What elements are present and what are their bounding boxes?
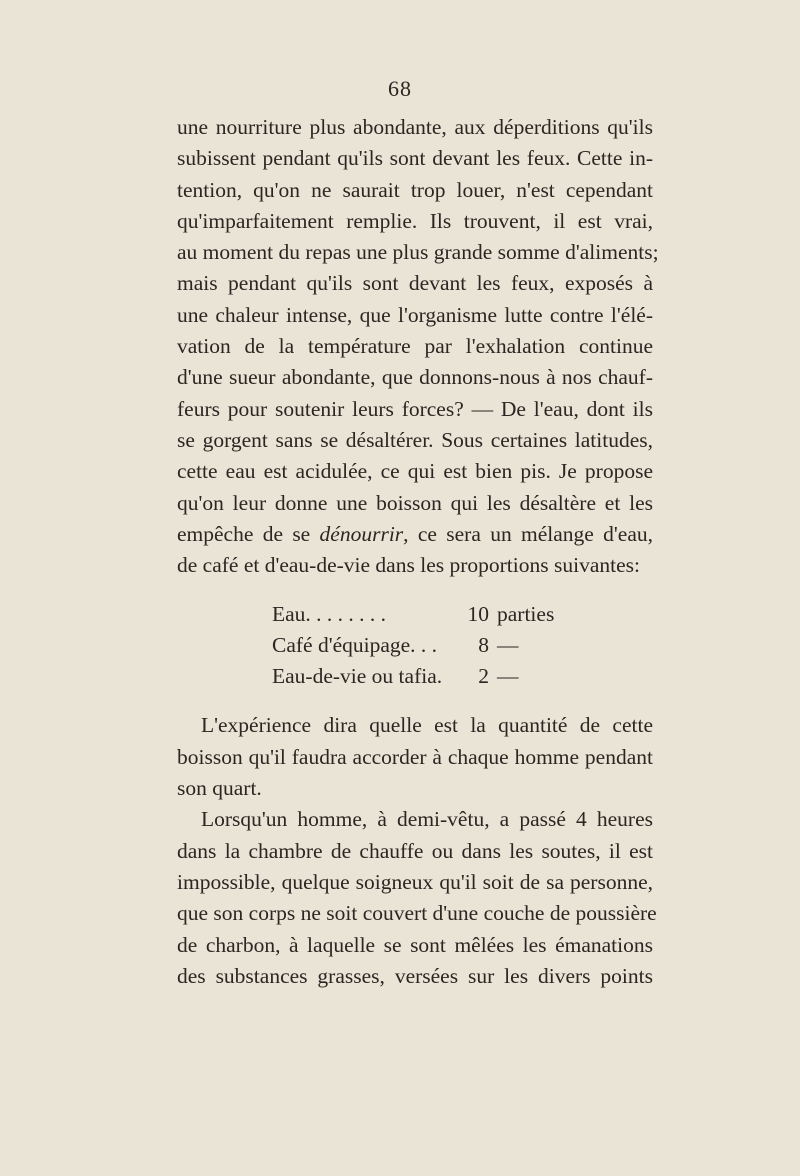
recipe-row [272,630,572,661]
ingredient-name: Eau. . . . . . . . [272,602,387,627]
text-line: des substances grasses, versées sur les divers points [177,963,653,988]
text-line: de charbon, à laquelle se sont mêlées les émanations [177,932,653,957]
text-line: L'expérience dira quelle est la quantité de cette [201,713,653,738]
text-line: subissent pendant qu'ils sont devant les feux. Cette in- [177,146,653,171]
text-segment: , ce sera un mélange d'eau, [403,521,653,546]
ingredient-name: Eau-de-vie ou tafia. [272,664,443,689]
text-line: impossible, quelque soigneux qu'il soit de sa personne, [177,869,653,894]
text-line: dans la chambre de chauffe ou dans les soutes, il est [177,838,653,863]
text-line: son quart. [177,776,262,801]
text-line: vation de la température par l'exhalation continue [177,334,653,359]
ingredient-qty: 2 [478,664,489,689]
ingredient-unit: parties [497,602,555,627]
text-line: boisson qu'il faudra accorder à chaque homme pendant [177,744,653,769]
text-line: tention, qu'on ne saurait trop louer, n'est cependant [177,177,653,202]
text-line: au moment du repas une plus grande somme d'aliments; [177,240,659,265]
text-line: une chaleur intense, que l'organisme lutte contre l'élé- [177,302,653,327]
text-line: que son corps ne soit couvert d'une couche de poussière [177,901,657,926]
text-line: mais pendant qu'ils sont devant les feux, exposés à [177,271,653,296]
recipe-row [272,661,572,692]
recipe-row [272,599,572,630]
text-line: qu'imparfaitement remplie. Ils trouvent, il est vrai, [177,208,653,233]
ingredient-qty: 10 [467,602,489,627]
body-text [177,112,659,992]
recipe-list [272,599,572,692]
text-line: de café et d'eau-de-vie dans les proportions suivantes: [177,553,640,578]
text-line: d'une sueur abondante, que donnons-nous à nos chauf- [177,365,653,390]
text-line [177,519,653,550]
text-segment: empêche de se [177,521,320,546]
ingredient-unit: — [497,633,519,658]
ingredient-qty: 8 [478,633,489,658]
text-line: cette eau est acidulée, ce qui est bien pis. Je propose [177,459,653,484]
text-line: feurs pour soutenir leurs forces? — De l'eau, dont ils [177,396,653,421]
text-line: se gorgent sans se désaltérer. Sous certaines latitudes, [177,427,653,452]
text-line: une nourriture plus abondante, aux déperditions qu'ils [177,115,653,139]
ingredient-name: Café d'équipage. . . [272,633,438,658]
ingredient-unit: — [497,664,519,689]
italic-word: dénourrir [319,521,404,546]
text-line: Lorsqu'un homme, à demi-vêtu, a passé 4 heures [201,807,653,832]
text-line: qu'on leur donne une boisson qui les désaltère et les [177,490,653,515]
page-number: 68 [388,76,412,101]
